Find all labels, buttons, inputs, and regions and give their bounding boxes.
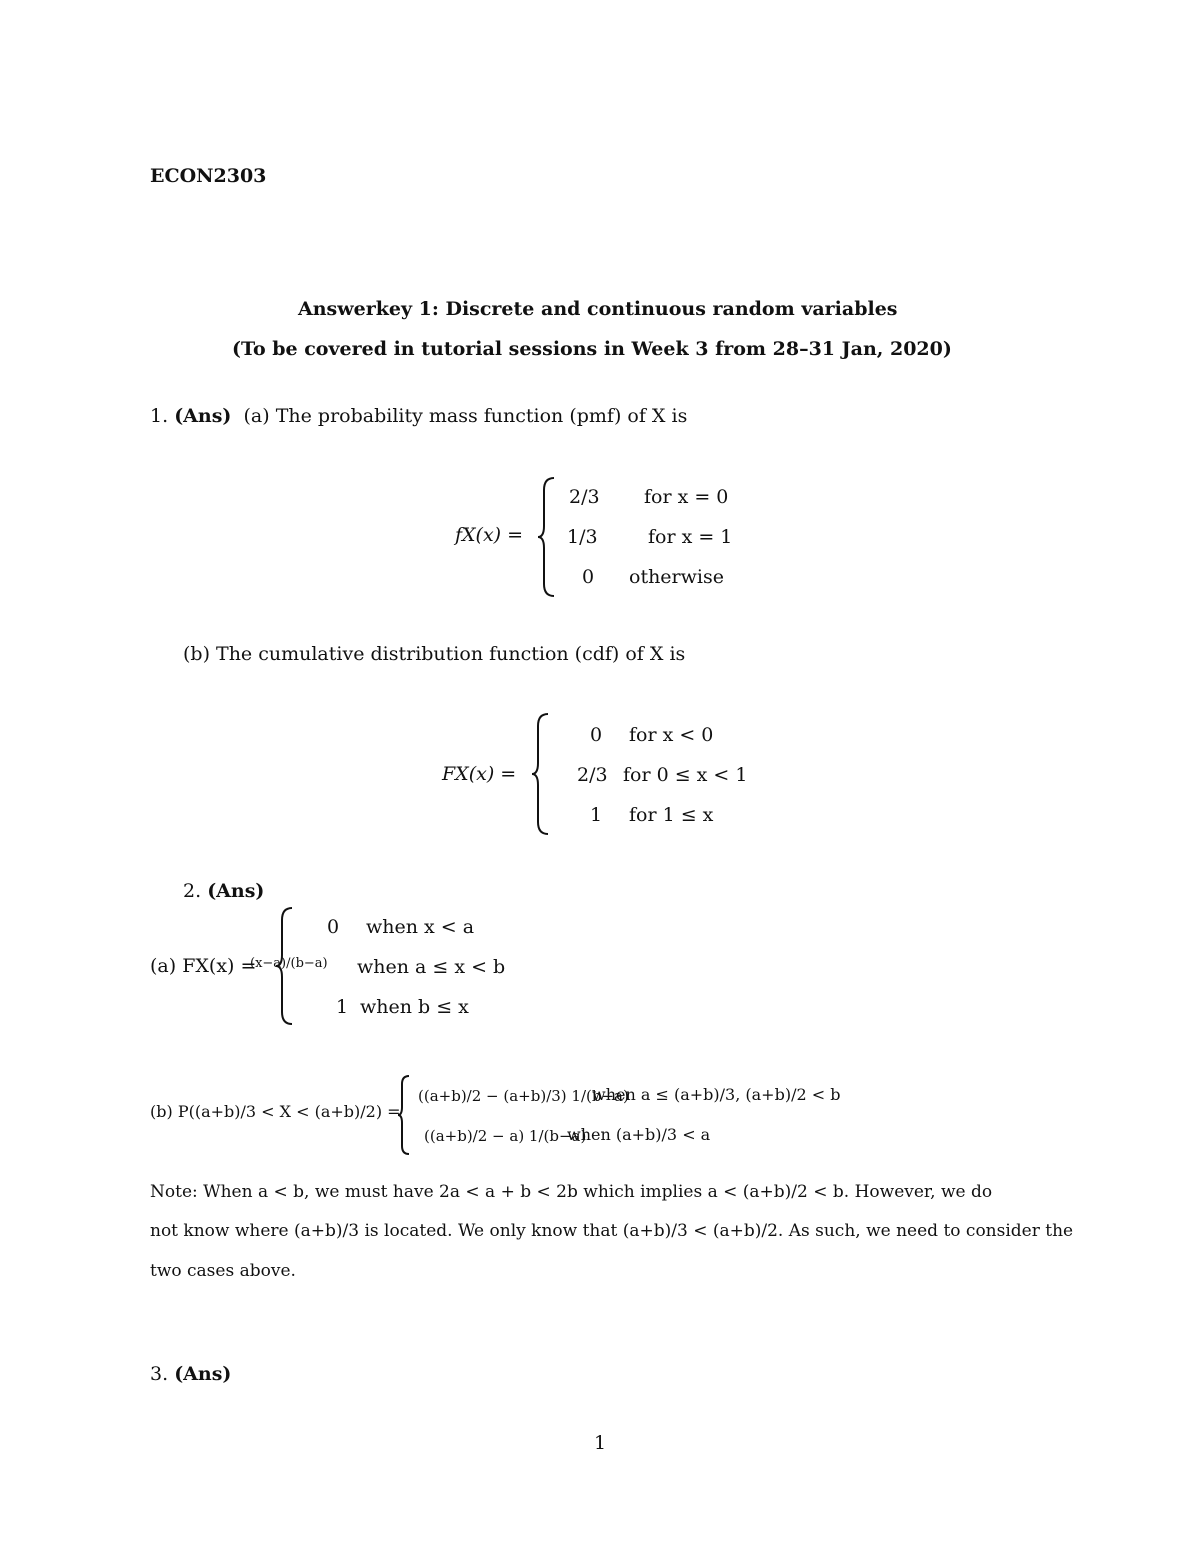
pmf-row-1-cond: for x = 1	[648, 526, 733, 548]
page-subtitle: (To be covered in tutorial sessions in Week 3 from 28–31 Jan, 2020)	[232, 338, 952, 360]
q2-number: 2.	[183, 880, 202, 902]
q3-ans-label: (Ans)	[174, 1363, 232, 1385]
q1-ans-label: (Ans)	[174, 405, 232, 427]
q1-part-b-text: (b) The cumulative distribution function (cdf) of X is	[183, 643, 686, 665]
q2a-row-2-value: 1	[336, 996, 349, 1018]
course-code: ECON2303	[150, 165, 267, 187]
q2b-row-1-cond: when (a+b)/3 < a	[567, 1125, 711, 1144]
cdf-row-1-cond: for 0 ≤ x < 1	[623, 764, 748, 786]
pmf-row-0-value: 2/3	[569, 486, 600, 508]
q2a-row-2-cond: when b ≤ x	[360, 996, 469, 1018]
cdf-brace	[530, 712, 552, 836]
note-line-2: not know where (a+b)/3 is located. We only know that (a+b)/3 < (a+b)/2. As such, we need to consider the	[150, 1221, 1074, 1241]
pmf-row-0-cond: for x = 0	[644, 486, 729, 508]
q2a-lhs: (a) FX(x) =	[150, 955, 257, 977]
page-number: 1	[594, 1432, 607, 1454]
q2a-row-0-cond: when x < a	[366, 916, 475, 938]
cdf-lhs: FX(x) =	[442, 763, 517, 785]
cdf-row-2-cond: for 1 ≤ x	[629, 804, 714, 826]
q2a-row-1-cond: when a ≤ x < b	[357, 956, 506, 978]
q2b-row-0-cond: when a ≤ (a+b)/3, (a+b)/2 < b	[592, 1085, 841, 1104]
note-line-3: two cases above.	[150, 1261, 296, 1281]
q2a-row-0-value: 0	[327, 916, 340, 938]
pmf-row-2-value: 0	[582, 566, 595, 588]
q2b-lhs: (b) P((a+b)/3 < X < (a+b)/2) =	[150, 1102, 401, 1121]
q1-part-a-text: (a) The probability mass function (pmf) of X is	[243, 405, 688, 427]
cdf-row-0-value: 0	[590, 724, 603, 746]
pmf-row-1-value: 1/3	[567, 526, 598, 548]
q2b-brace	[396, 1074, 412, 1156]
page-title: Answerkey 1: Discrete and continuous random variables	[298, 298, 898, 320]
q2a-row-1-value: (x−a)/(b−a)	[250, 956, 328, 971]
q1-number: 1.	[150, 405, 169, 427]
q2b-row-0-value: ((a+b)/2 − (a+b)/3) 1/(b−a)	[418, 1087, 629, 1105]
q1-heading	[150, 405, 687, 427]
cdf-row-0-cond: for x < 0	[629, 724, 714, 746]
note-line-1: Note: When a < b, we must have 2a < a + b < 2b which implies a < (a+b)/2 < b. However, we do	[150, 1182, 993, 1202]
q2b-row-1-value: ((a+b)/2 − a) 1/(b−a)	[424, 1127, 587, 1145]
cdf-row-2-value: 1	[590, 804, 603, 826]
cdf-row-1-value: 2/3	[577, 764, 608, 786]
pmf-brace	[536, 476, 558, 598]
pmf-row-2-cond: otherwise	[629, 566, 724, 588]
q3-heading	[150, 1363, 231, 1385]
pmf-lhs: fX(x) =	[455, 524, 524, 546]
q2-heading	[183, 880, 264, 902]
q3-number: 3.	[150, 1363, 169, 1385]
q2-ans-label: (Ans)	[207, 880, 265, 902]
